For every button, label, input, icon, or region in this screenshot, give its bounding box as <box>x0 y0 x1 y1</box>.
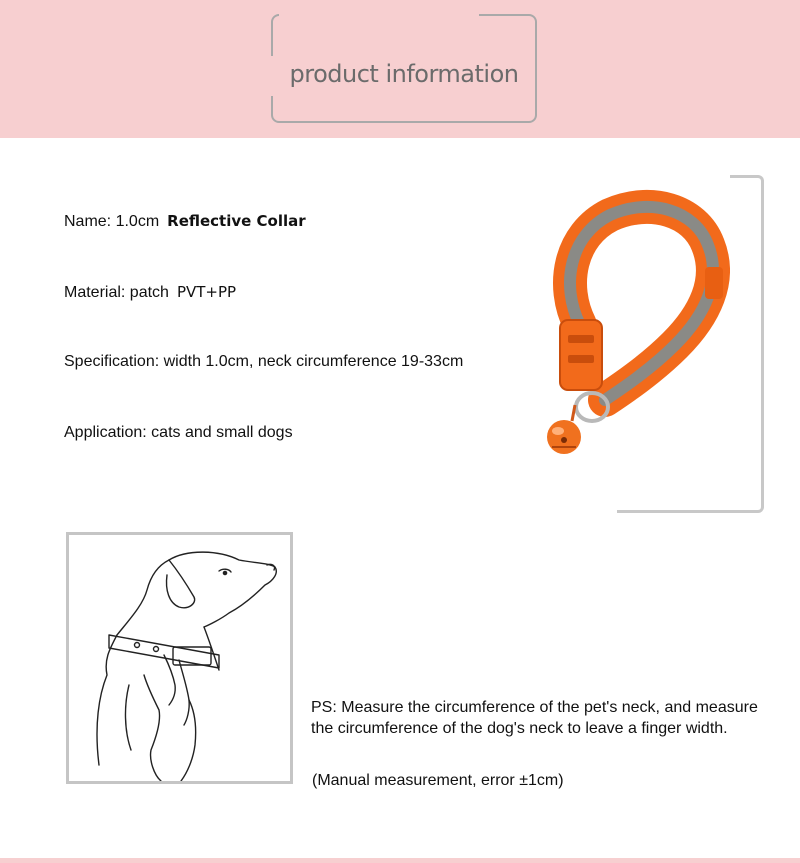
material-row <box>64 283 236 302</box>
page-title: product information <box>289 60 519 88</box>
measurement-note: (Manual measurement, error ±1cm) <box>312 772 564 789</box>
name-row <box>64 212 306 231</box>
material-label: Material: patch <box>64 284 169 301</box>
name-label: Name: 1.0cm <box>64 213 160 230</box>
material-value: PVT+PP <box>176 283 237 301</box>
measurement-sketch-frame <box>66 532 293 784</box>
frame-gap-top <box>279 12 479 18</box>
bottom-band <box>0 858 800 863</box>
bracket-bottom-line <box>617 510 733 513</box>
application-row: Application: cats and small dogs <box>64 424 293 441</box>
specification-row: Specification: width 1.0cm, neck circumference 19-33cm <box>64 353 464 370</box>
title-frame <box>271 14 537 123</box>
measurement-instructions: PS: Measure the circumference of the pet's neck, and measure the circumference of the dog's neck to leave a finger width. <box>311 699 758 737</box>
name-value: Reflective Collar <box>167 212 306 230</box>
dog-sketch-icon <box>69 535 290 781</box>
image-bracket <box>730 175 764 513</box>
collar-image <box>500 185 730 505</box>
